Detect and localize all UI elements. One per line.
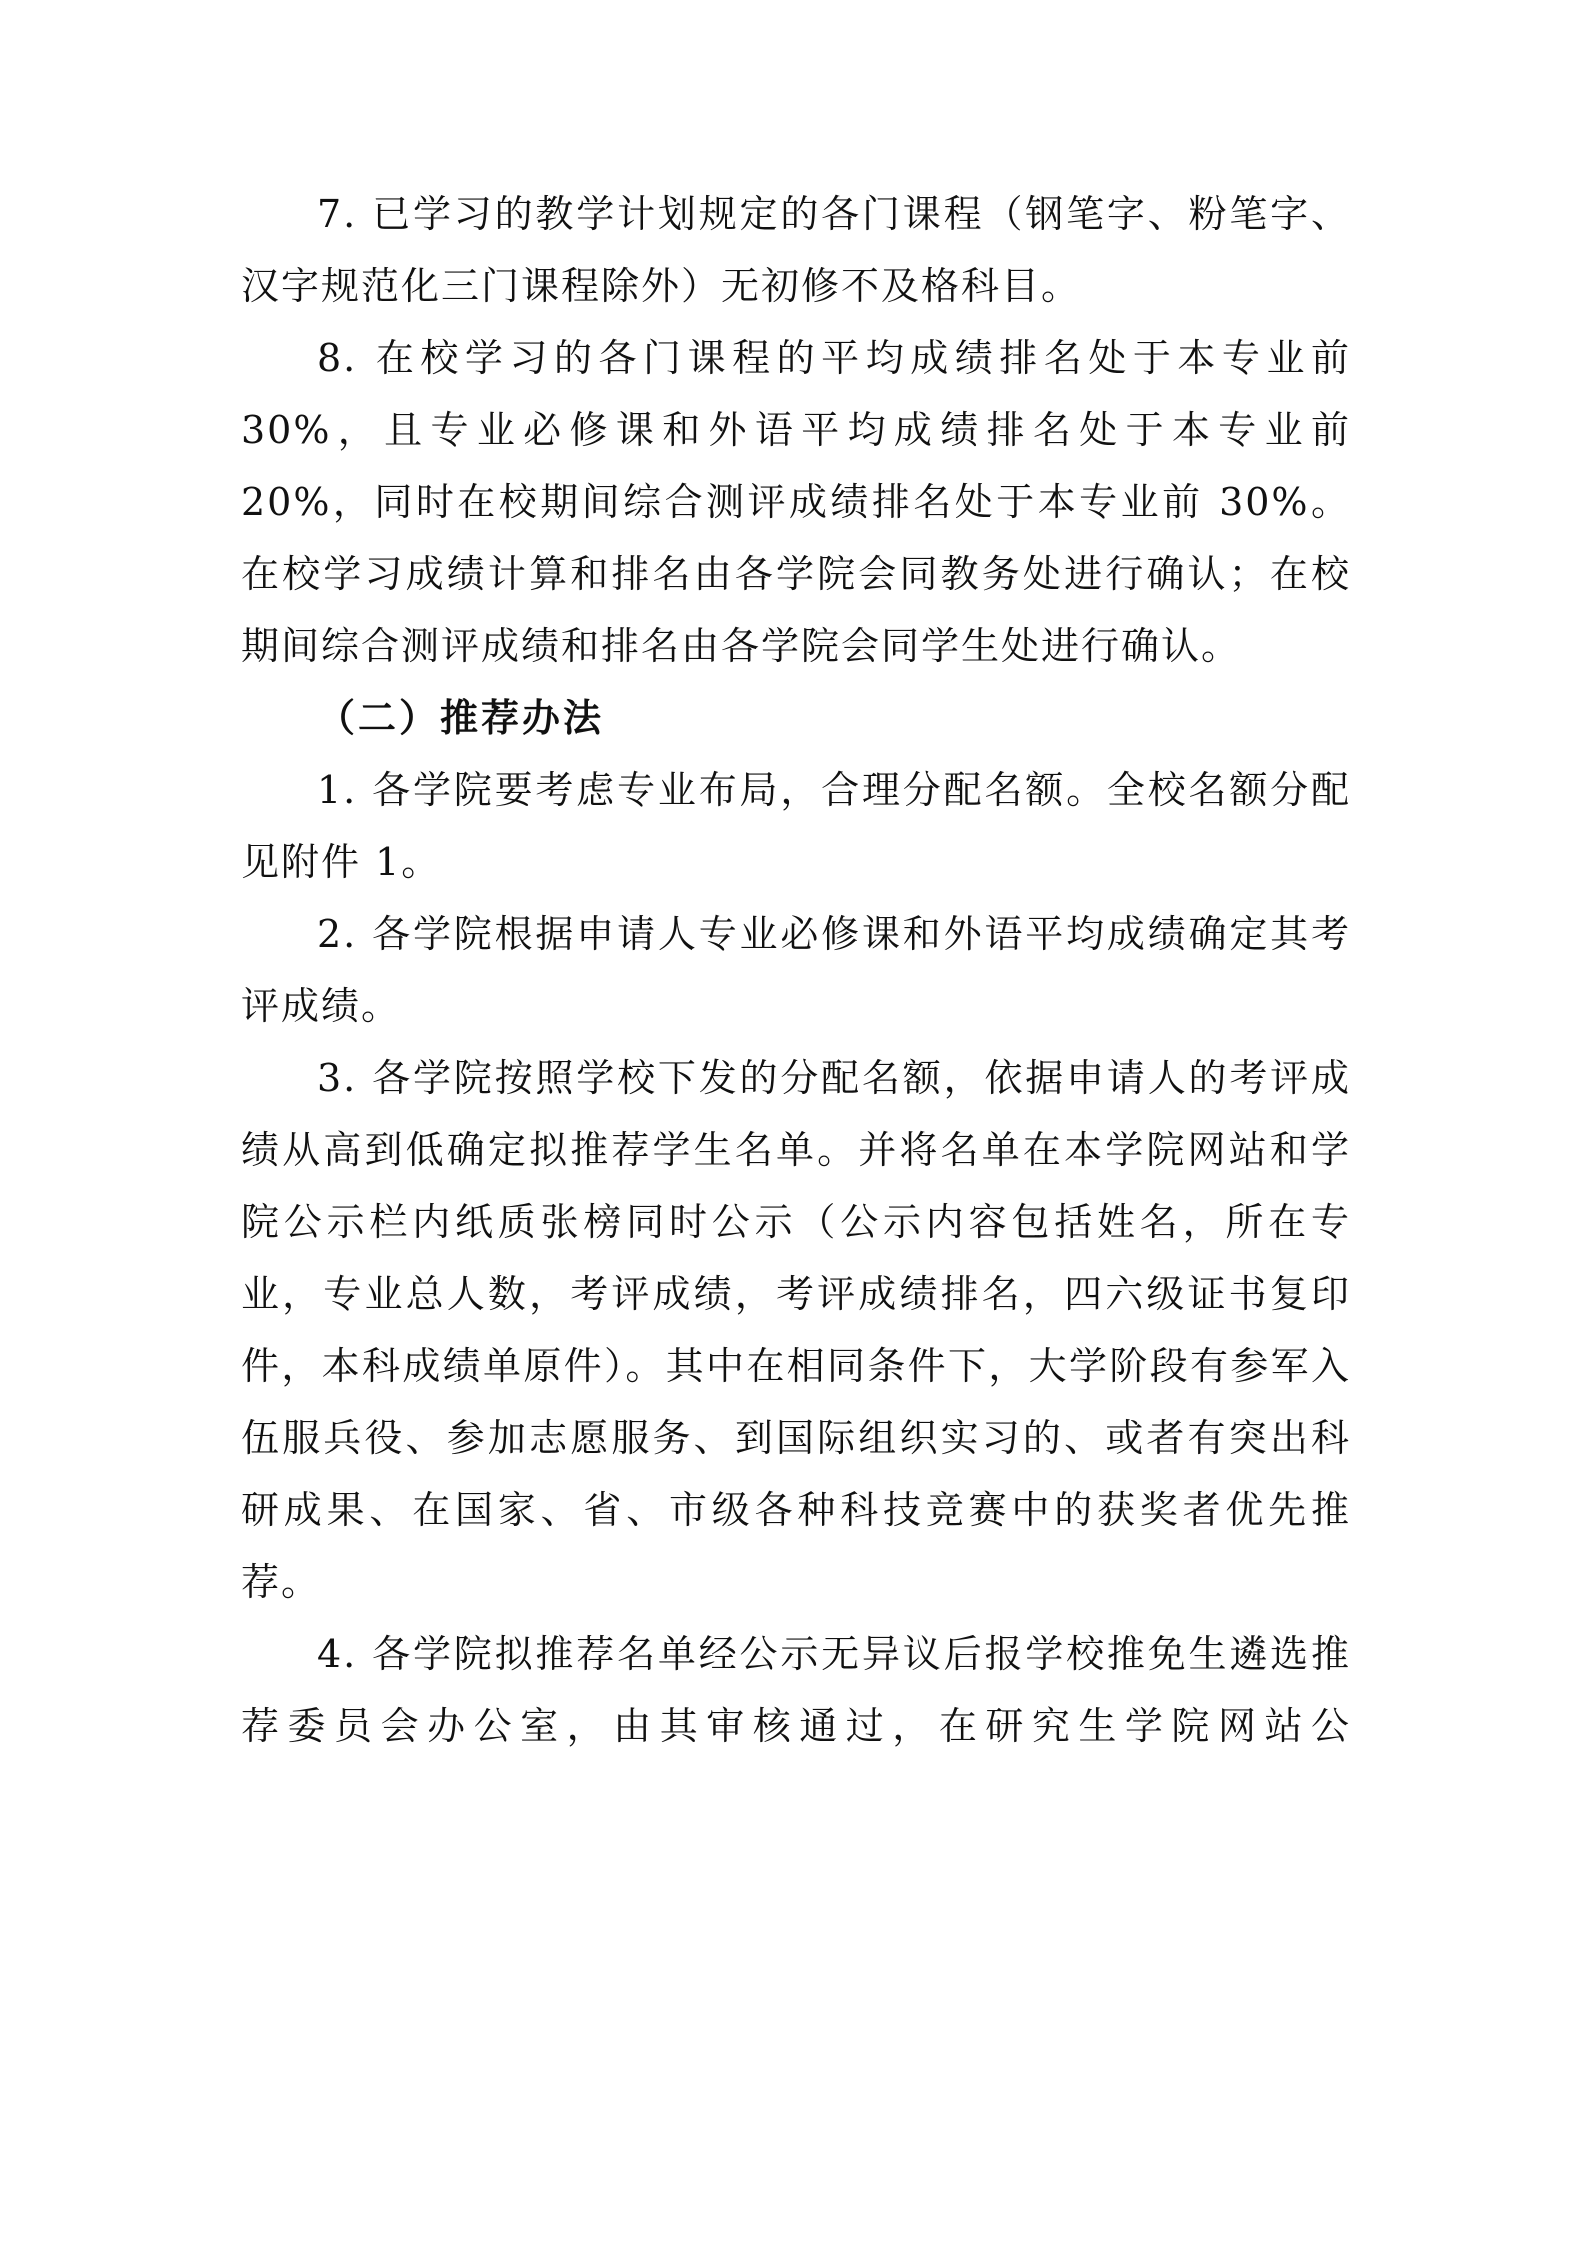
method-paragraph-4: 4. 各学院拟推荐名单经公示无异议后报学校推免生遴选推荐委员会办公室，由其审核通过，在研究生学院网站公 — [241, 1632, 1351, 1748]
document-body — [241, 178, 1351, 1762]
criterion-paragraph-8: 8. 在校学习的各门课程的平均成绩排名处于本专业前30%，且专业必修课和外语平均成绩排名处于本专业前 20%，同时在校期间综合测评成绩排名处于本专业前 30%。在校学习成绩计算和排名由各学院会同教务处进行确认；在校期间综合测评成绩和排名由各学院会同学生处进行确认。 — [241, 336, 1351, 668]
method-paragraph-3: 3. 各学院按照学校下发的分配名额，依据申请人的考评成绩从高到低确定拟推荐学生名单。并将名单在本学院网站和学院公示栏内纸质张榜同时公示（公示内容包括姓名，所在专业，专业总人数，考评成绩，考评成绩排名，四六级证书复印件，本科成绩单原件）。其中在相同条件下，大学阶段有参军入伍服兵役、参加志愿服务、到国际组织实习的、或者有突出科研成果、在国家、省、市级各种科技竞赛中的获奖者优先推荐。 — [241, 1056, 1351, 1604]
criterion-paragraph-7: 7. 已学习的教学计划规定的各门课程（钢笔字、粉笔字、汉字规范化三门课程除外）无初修不及格科目。 — [241, 192, 1351, 308]
method-paragraph-2: 2. 各学院根据申请人专业必修课和外语平均成绩确定其考评成绩。 — [241, 912, 1351, 1028]
section-heading: （二）推荐办法 — [317, 696, 605, 740]
method-paragraph-1: 1. 各学院要考虑专业布局，合理分配名额。全校名额分配见附件 1。 — [241, 768, 1351, 884]
